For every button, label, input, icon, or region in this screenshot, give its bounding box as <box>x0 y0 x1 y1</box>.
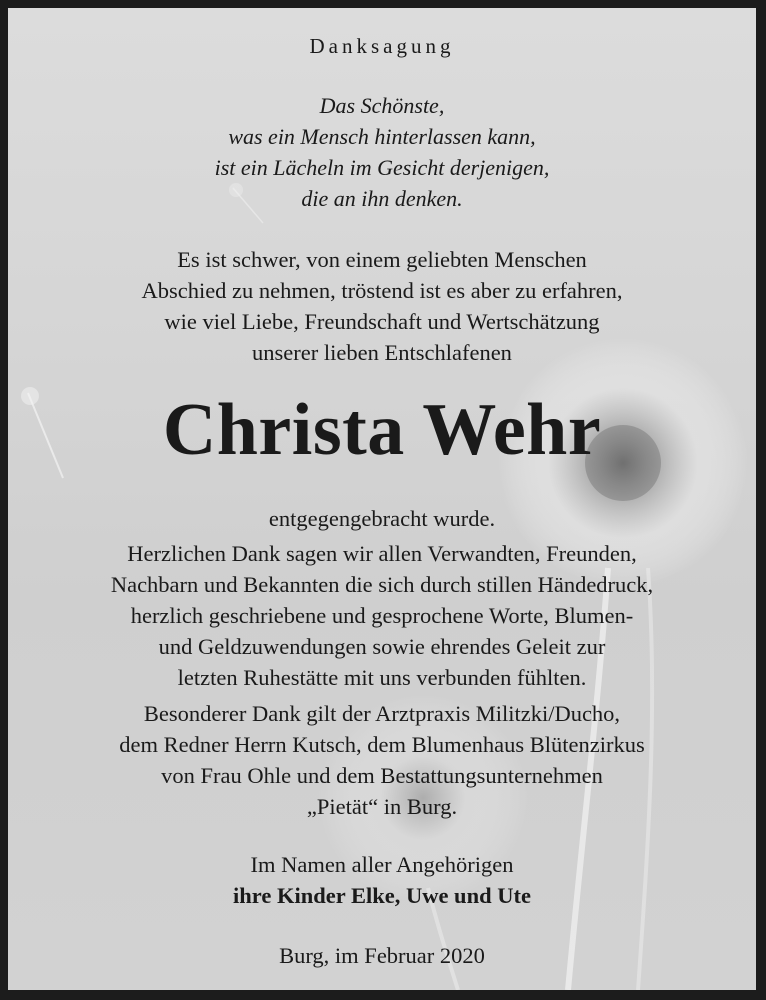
intro-line: wie viel Liebe, Freundschaft und Wertschätzung <box>164 309 600 334</box>
thanks-line: und Geldzuwendungen sowie ehrendes Geleit zur <box>158 634 606 659</box>
thanks-line: Nachbarn und Bekannten die sich durch stillen Händedruck, <box>110 572 654 597</box>
thanks-line: herzlich geschriebene und gesprochene Worte, Blumen- <box>130 603 634 628</box>
poem-line: ist ein Lächeln im Gesicht derjenigen, <box>214 155 550 180</box>
obituary-text <box>8 8 756 990</box>
intro-line: unserer lieben Entschlafenen <box>252 340 512 365</box>
intro-line: Es ist schwer, von einem geliebten Menschen <box>177 247 587 272</box>
thanks-line: letzten Ruhestätte mit uns verbunden fühlten. <box>177 665 587 690</box>
signature-intro: Im Namen aller Angehörigen <box>250 852 514 877</box>
intro-line: Abschied zu nehmen, tröstend ist es aber zu erfahren, <box>141 278 623 303</box>
special-thanks-line: von Frau Ohle und dem Bestattungsunternehmen <box>161 763 603 788</box>
place-date: Burg, im Februar 2020 <box>279 943 485 968</box>
poem-line: die an ihn denken. <box>301 186 463 211</box>
poem-line: was ein Mensch hinterlassen kann, <box>228 124 536 149</box>
deceased-name: Christa Wehr <box>162 389 602 471</box>
after-name-line: entgegengebracht wurde. <box>268 506 496 531</box>
heading: Danksagung <box>309 34 455 58</box>
special-thanks-line: „Pietät“ in Burg. <box>306 794 458 819</box>
special-thanks-line: Besonderer Dank gilt der Arztpraxis Militzki/Ducho, <box>143 701 621 726</box>
special-thanks-line: dem Redner Herrn Kutsch, dem Blumenhaus Blütenzirkus <box>119 732 645 757</box>
obituary-card <box>8 8 756 990</box>
signature-names: ihre Kinder Elke, Uwe und Ute <box>233 883 531 908</box>
poem-line: Das Schönste, <box>319 93 445 118</box>
thanks-line: Herzlichen Dank sagen wir allen Verwandten, Freunden, <box>127 541 637 566</box>
